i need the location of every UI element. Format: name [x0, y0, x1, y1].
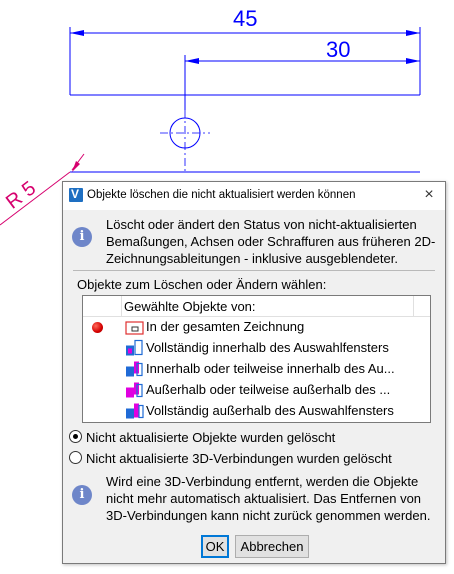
ok-button[interactable]: OK: [201, 535, 229, 558]
radio-label: Nicht aktualisierte Objekte wurden gelöscht: [86, 430, 336, 445]
list-item-label: Vollständig innerhalb des Auswahlfensters: [146, 340, 389, 355]
radio-3d-links-deleted[interactable]: [69, 451, 392, 466]
list-label: Objekte zum Löschen oder Ändern wählen:: [77, 277, 327, 292]
partially-inside-window-icon: [125, 359, 144, 378]
selected-indicator-icon: [92, 322, 103, 333]
list-header-label: Gewählte Objekte von:: [124, 299, 256, 314]
list-item-partially-inside[interactable]: [83, 359, 430, 380]
info-icon: i: [72, 485, 92, 505]
dimension-45-label: 45: [233, 6, 258, 31]
partially-outside-window-icon: [125, 380, 144, 399]
list-header-column-end: [413, 296, 431, 316]
fully-inside-window-icon: [125, 338, 144, 357]
fully-outside-window-icon: [125, 401, 144, 420]
list-item-fully-inside[interactable]: [83, 338, 430, 359]
radio-unselected-icon[interactable]: [69, 451, 82, 464]
list-item-label: Innerhalb oder teilweise innerhalb des Au...: [146, 361, 395, 376]
radius-dimension-label: R 5: [2, 177, 41, 214]
entire-drawing-icon: [125, 320, 144, 336]
list-item-fully-outside[interactable]: [83, 401, 430, 422]
list-item-entire-drawing[interactable]: [83, 317, 430, 338]
info-icon: i: [72, 227, 92, 247]
separator: [73, 270, 435, 271]
radio-selected-icon[interactable]: [69, 430, 82, 443]
app-icon: [69, 188, 83, 202]
info-warning-text: Wird eine 3D-Verbindung entfernt, werden die Objekte nicht mehr automatisch aktualisiert. Das Entfernen von 3D-Verbindungen kann nicht zurück genommen werden.: [106, 474, 431, 523]
dialog-title: Objekte löschen die nicht aktualisiert werden können: [87, 189, 356, 201]
dimension-30-label: 30: [326, 37, 351, 62]
delete-objects-dialog: [62, 181, 446, 564]
list-item-partially-outside[interactable]: [83, 380, 430, 401]
info-description: Löscht oder ändert den Status von nicht-aktualisierten Bemaßungen, Achsen oder Schraffuren aus früheren 2D-Zeichnungsableitungen - inklusive ausgeblendeter.: [106, 217, 436, 266]
list-item-label: Vollständig außerhalb des Auswahlfensters: [146, 403, 394, 418]
close-button[interactable]: ×: [424, 186, 434, 203]
radio-label: Nicht aktualisierte 3D-Verbindungen wurden gelöscht: [86, 451, 392, 466]
list-header: [83, 296, 430, 317]
list-header-column: [83, 296, 122, 316]
list-item-label: Außerhalb oder teilweise außerhalb des ...: [146, 382, 391, 397]
radio-objects-deleted[interactable]: [69, 430, 335, 445]
list-item-label: In der gesamten Zeichnung: [146, 319, 305, 334]
dialog-titlebar[interactable]: [63, 182, 445, 210]
objects-listbox[interactable]: [82, 295, 431, 423]
cancel-button[interactable]: Abbrechen: [235, 535, 309, 558]
